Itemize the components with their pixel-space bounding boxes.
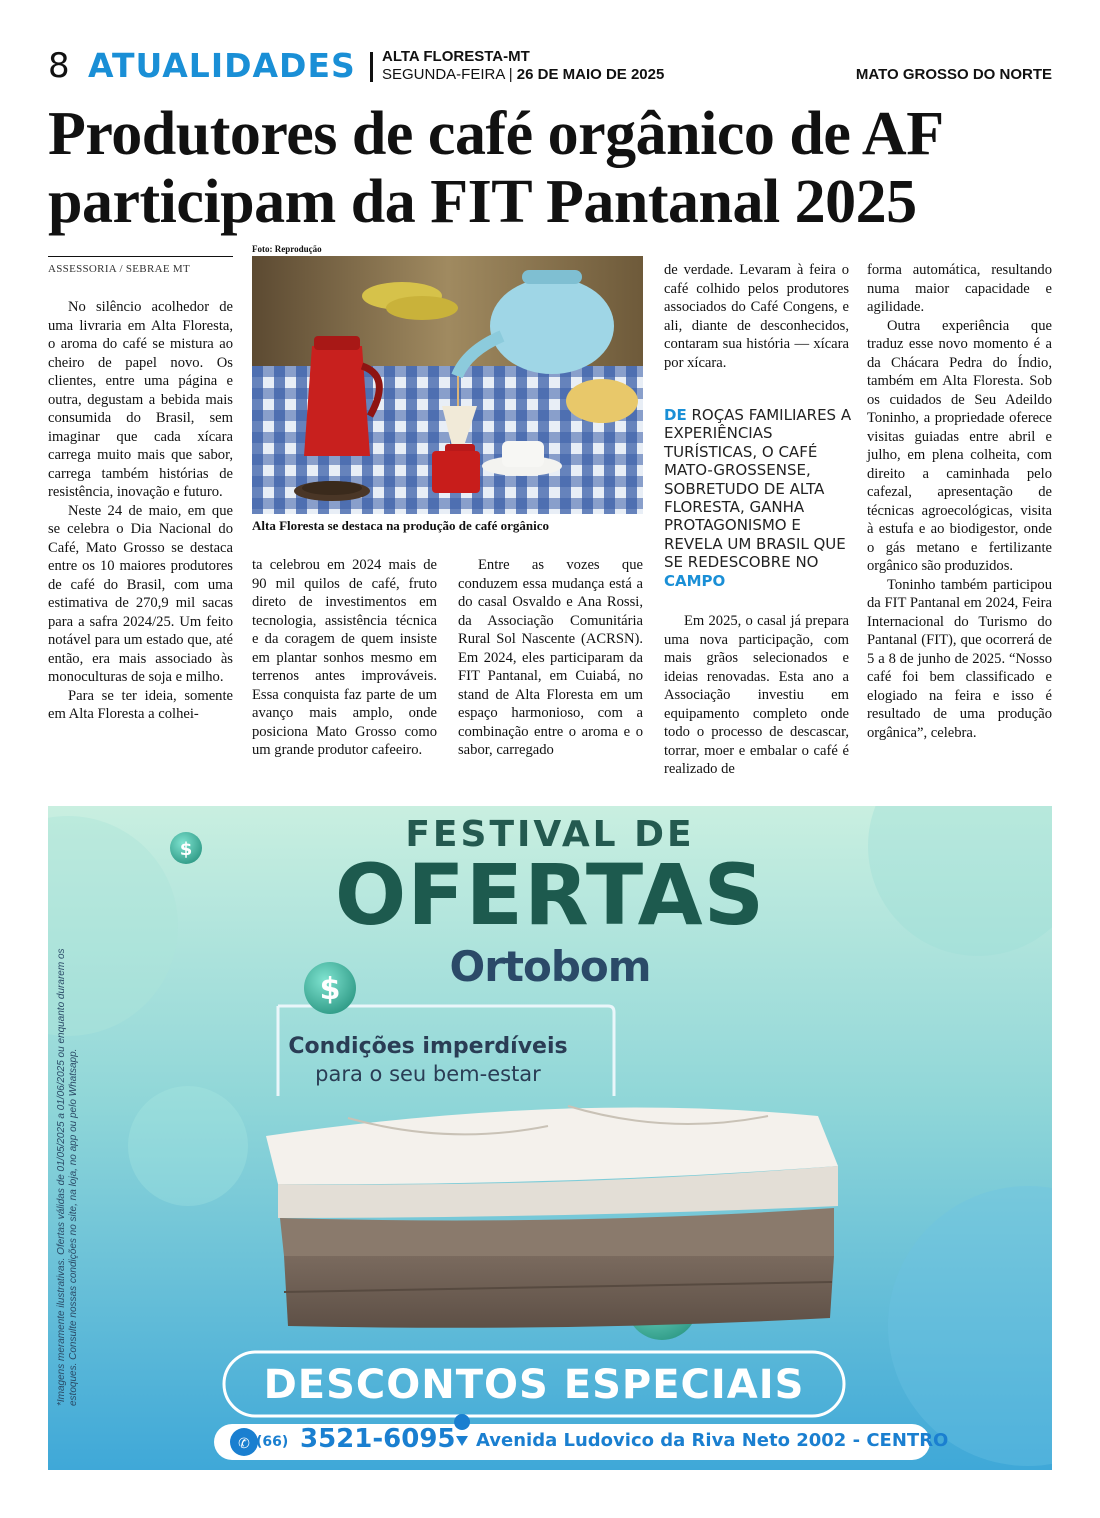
svg-text:✆: ✆: [238, 1436, 250, 1452]
paragraph: forma automática, resultando numa maior capacidade e agilidade.: [867, 262, 1052, 315]
paragraph: Toninho também participou da FIT Pantanal em 2024, Feira Internacional do Turismo do Pantanal (FIT), que ocorrerá de 5 a 8 de junho de 2025. “Nosso café foi bem classificado e elogiado na feira e isso é resultado de uma produção orgânica”, celebra.: [867, 576, 1052, 741]
headline-line-2: participam da FIT Pantanal 2025: [48, 168, 917, 236]
pull-quote-end: CAMPO: [664, 571, 726, 590]
page-number: 8: [48, 46, 70, 86]
ad-legal-disclaimer: *Imagens meramente ilustrativas. Ofertas válidas de 01/05/2025 a 01/06/2025 ou enquanto durarem os estoques. Consulte nossas condições no site, na loja, no app ou pelo Whatsapp.: [56, 948, 79, 1406]
newspaper-name: MATO GROSSO DO NORTE: [855, 66, 1052, 83]
ad-discounts-banner: DESCONTOS ESPECIAIS: [263, 1362, 805, 1408]
paragraph: Em 2025, o casal já prepara uma nova participação, com mais grãos selecionados e ideias renovadas. Esta ano a Associação investiu em equipamento completo onde todo o processo de descascar, torrar, moer e embalar o café é realizado de: [664, 613, 849, 777]
photo-credit: Foto: Reprodução: [252, 244, 322, 254]
page-header: [48, 44, 1054, 88]
header-divider: [370, 52, 373, 82]
ad-conditions-sub: para o seu bem-estar: [315, 1062, 541, 1086]
ad-phone-area-code: (66): [256, 1434, 289, 1450]
article-headline: [48, 100, 1058, 236]
pull-quote-text: ROÇAS FAMILIARES A EXPERIÊNCIAS TURÍSTICAS, O CAFÉ MATO-GROSSENSE, SOBRETUDO DE ALTA FLORESTA, GANHA PROTAGONISMO E REVELA UM BRASIL QUE SE REDESCOBRE NO: [664, 406, 852, 572]
ad-offers-title: OFERTAS: [334, 846, 766, 944]
ad-address: Avenida Ludovico da Riva Neto 2002 - CENTRO: [476, 1430, 949, 1451]
paragraph: Entre as vozes que conduzem essa mudança está a do casal Osvaldo e Ana Rossi, da Associação Comunitária Rural Sol Nascente (ACRSN). Em 2024, eles participaram da FIT Pantanal, em Cuiabá, no stand de Alta Floresta em um espaço harmonioso, com a combinação entre o aroma e o sabor, carregado: [458, 557, 643, 758]
headline-line-1: Produtores de café orgânico de AF: [48, 100, 944, 168]
ad-brand-logo: Ortobom: [449, 942, 651, 991]
section-title: ATUALIDADES: [88, 46, 356, 85]
article-column-4-bottom: [664, 612, 849, 779]
article-column-5: [867, 261, 1052, 742]
pull-quote: [664, 406, 854, 590]
photo-caption: Alta Floresta se destaca na produção de café orgânico: [252, 518, 550, 533]
ad-conditions: Condições imperdíveis: [288, 1034, 568, 1059]
article-column-2: [252, 556, 437, 760]
paragraph: de verdade. Levaram à feira o café colhido pelos produtores associados do Café Congens, e ali, diante de desconhecidos, contaram sua história — xícara por xícara.: [664, 262, 849, 371]
header-date: SEGUNDA-FEIRA | 26 DE MAIO DE 2025: [382, 66, 665, 83]
article-column-3: [458, 556, 643, 760]
coffee-photo-illustration: [252, 256, 643, 514]
header-weekday: SEGUNDA-FEIRA: [382, 66, 505, 83]
svg-text:$: $: [319, 972, 341, 1007]
paragraph: Neste 24 de maio, em que se celebra o Dia Nacional do Café, Mato Grosso se destaca entre os 10 maiores produtores de café do Brasil, com uma estimativa de 270,9 mil sacas para a safra 2024/25. Um feito notável para um estado que, até então, era mais associado às monoculturas de soja e milho.: [48, 502, 233, 685]
ad-festival-title: FESTIVAL DE: [405, 814, 695, 855]
header-date-value: 26 DE MAIO DE 2025: [516, 66, 665, 83]
header-city: ALTA FLORESTA-MT: [382, 48, 530, 65]
pull-quote-start: DE: [664, 406, 687, 424]
paragraph: No silêncio acolhedor de uma livraria em Alta Floresta, o aroma do café se mistura ao cheiro de papel novo. Os clientes, entre uma página e outra, degustam a bebida mais consumida do Brasil, sem imaginar que cada xícara carrega muito mais que sabor, carrega também histórias de resistência, inovação e futuro.: [48, 299, 233, 500]
ad-phone-number[interactable]: 3521-6095: [300, 1424, 456, 1454]
paragraph: ta celebrou em 2024 mais de 90 mil quilos de café, fruto direto de investimentos em tecnologia, assistência técnica e da coragem de quem insiste em plantar sonhos mesmo em terrenos antes improváveis. Essa conquista faz parte de um avanço mais amplo, onde posiciona Mato Grosso como um grande produtor cafeeiro.: [252, 557, 437, 758]
paragraph: Outra experiência que traduz esse novo momento é a da Chácara Pedra do Índio, também em Alta Floresta. Sob os cuidados de Seu Adeildo Toninho, a propriedade oferece visitas guiadas entre abril e julho, em plena colheita, com direito a caminhada pelo cafezal, apresentação de técnicas agroecológicas, visita à estufa e ao biodigestor, onde o gás metano e fertilizante orgânico são produzidos.: [867, 317, 1052, 574]
article-photo: [252, 256, 643, 514]
article-column-1: [48, 298, 233, 724]
ortobom-advertisement: [48, 806, 1052, 1470]
paragraph: Para se ter ideia, somente em Alta Floresta a colhei-: [48, 687, 233, 722]
svg-text:$: $: [179, 839, 193, 860]
article-column-4-top: [664, 261, 849, 372]
article-byline: ASSESSORIA / SEBRAE MT: [48, 256, 233, 275]
